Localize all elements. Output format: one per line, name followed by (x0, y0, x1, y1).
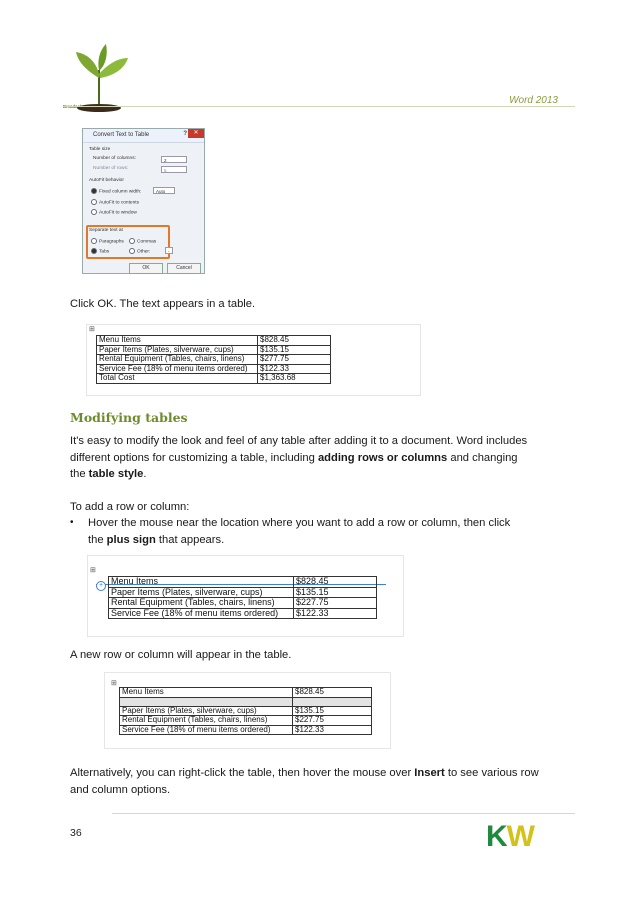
result-table (96, 335, 331, 384)
help-icon[interactable]: ? (183, 131, 187, 137)
paragraphs-text: Paragraphs (99, 239, 124, 245)
amount-cell: $135.15 (293, 706, 372, 716)
page-number: 36 (70, 827, 82, 839)
table-move-icon: ⊞ (89, 326, 95, 333)
item-cell: Rental Equipment (Tables, chairs, linens) (97, 355, 258, 365)
amount-cell: $122.33 (258, 364, 331, 374)
table-move-icon: ⊞ (111, 680, 117, 687)
item-cell: Rental Equipment (Tables, chairs, linens) (120, 716, 293, 726)
item-cell: Service Fee (18% of menu items ordered) (120, 725, 293, 735)
commas-text: Commas (137, 239, 157, 245)
num-rows-input[interactable]: 5 (161, 166, 187, 173)
item-cell (120, 697, 293, 706)
other-input[interactable]: - (165, 247, 173, 254)
num-rows-label: Number of rows: (93, 166, 129, 171)
autofit-contents-option[interactable] (91, 199, 139, 205)
amount-cell: $227.75 (294, 598, 377, 609)
plant-logo (64, 40, 134, 112)
table-row (120, 716, 372, 726)
amount-cell: $1,363.68 (258, 374, 331, 384)
click-ok-text: Click OK. The text appears in a table. (70, 298, 256, 310)
bullet-line-1: Hover the mouse near the location where you want to add a row or column, then click (88, 517, 511, 529)
alt-line-2: and column options. (70, 783, 171, 796)
item-cell: Menu Items (97, 336, 258, 346)
convert-text-dialog (82, 128, 205, 274)
dialog-title: Convert Text to Table (93, 132, 150, 138)
alt-line-1: Alternatively, you can right-click the table, then hover the mouse over Insert to see various row (70, 767, 539, 779)
other-text: Other: (137, 249, 151, 255)
header-divider (63, 106, 575, 107)
amount-cell: $135.15 (258, 345, 331, 355)
fixed-width-input[interactable]: Auto (153, 187, 175, 194)
item-cell: Rental Equipment (Tables, chairs, linens) (109, 598, 294, 609)
table-row (97, 374, 331, 384)
plus-sign-icon[interactable]: + (96, 581, 106, 591)
table-screenshot-3 (104, 672, 391, 749)
bullet-paragraph (88, 515, 510, 548)
autofit-window-text: AutoFit to window (99, 210, 137, 216)
tabs-text: Tabs (99, 249, 110, 255)
fixed-width-option[interactable] (91, 188, 141, 194)
intro-line-3: the table style. (70, 468, 147, 480)
num-columns-input[interactable]: 2 (161, 156, 187, 163)
section-heading: Modifying tables (70, 410, 188, 425)
intro-line-1: It's easy to modify the look and feel of any table after adding it to a document. Word includes (70, 435, 528, 447)
amount-cell: $122.33 (294, 608, 377, 619)
item-cell: Service Fee (18% of menu items ordered) (97, 364, 258, 374)
intro-paragraph (70, 433, 527, 483)
table-row (97, 355, 331, 365)
header-title: Word 2013 (509, 95, 558, 106)
item-cell: Paper Items (Plates, silverware, cups) (109, 587, 294, 598)
table-row (109, 598, 377, 609)
amount-cell: $828.45 (294, 577, 377, 588)
autofit-window-option[interactable] (91, 209, 137, 215)
table-row (109, 577, 377, 588)
item-cell: Total Cost (97, 374, 258, 384)
close-icon[interactable]: ✕ (188, 129, 204, 138)
table-move-icon: ⊞ (90, 567, 96, 574)
footer-divider (112, 813, 575, 814)
table-screenshot-1 (86, 324, 421, 396)
hover-table (108, 576, 377, 619)
commas-option[interactable] (129, 238, 156, 244)
amount-cell: $277.75 (258, 355, 331, 365)
item-cell: Paper Items (Plates, silverware, cups) (97, 345, 258, 355)
alternative-paragraph (70, 765, 539, 798)
item-cell: Service Fee (18% of menu items ordered) (109, 608, 294, 619)
dialog-titlebar (83, 129, 204, 143)
table-row (120, 725, 372, 735)
item-cell: Menu Items (120, 688, 293, 698)
table-row (97, 336, 331, 346)
num-columns-label: Number of columns: (93, 156, 136, 161)
add-row-text: To add a row or column: (70, 501, 190, 513)
amount-cell: $828.45 (258, 336, 331, 346)
autofit-contents-text: AutoFit to contents (99, 200, 139, 206)
tabs-option[interactable] (91, 248, 109, 254)
amount-cell: $227.75 (293, 716, 372, 726)
table-size-label: Table size (89, 147, 111, 152)
intro-line-2: different options for customizing a table, including adding rows or columns and changing (70, 451, 518, 464)
table-row (120, 688, 372, 698)
table-row (109, 608, 377, 619)
amount-cell: $135.15 (294, 587, 377, 598)
new-row-text: A new row or column will appear in the table. (70, 649, 292, 661)
bullet-icon: • (70, 517, 74, 528)
cancel-button[interactable]: Cancel (167, 263, 201, 274)
item-cell: Paper Items (Plates, silverware, cups) (120, 706, 293, 716)
table-row (109, 587, 377, 598)
new-row-table (119, 687, 372, 735)
kw-logo: KW (486, 820, 534, 853)
amount-cell (293, 697, 372, 706)
bullet-line-2: the plus sign that appears. (88, 533, 225, 546)
separate-label: Separate text at (89, 228, 123, 233)
autofit-label: AutoFit behavior (89, 178, 124, 183)
table-screenshot-2 (87, 555, 404, 637)
other-option[interactable] (129, 248, 150, 254)
paragraphs-option[interactable] (91, 238, 124, 244)
table-row (120, 697, 372, 706)
item-cell: Menu Items (109, 577, 294, 588)
ok-button[interactable]: OK (129, 263, 163, 274)
fixed-width-text: Fixed column width: (99, 189, 142, 195)
amount-cell: $122.33 (293, 725, 372, 735)
amount-cell: $828.45 (293, 688, 372, 698)
